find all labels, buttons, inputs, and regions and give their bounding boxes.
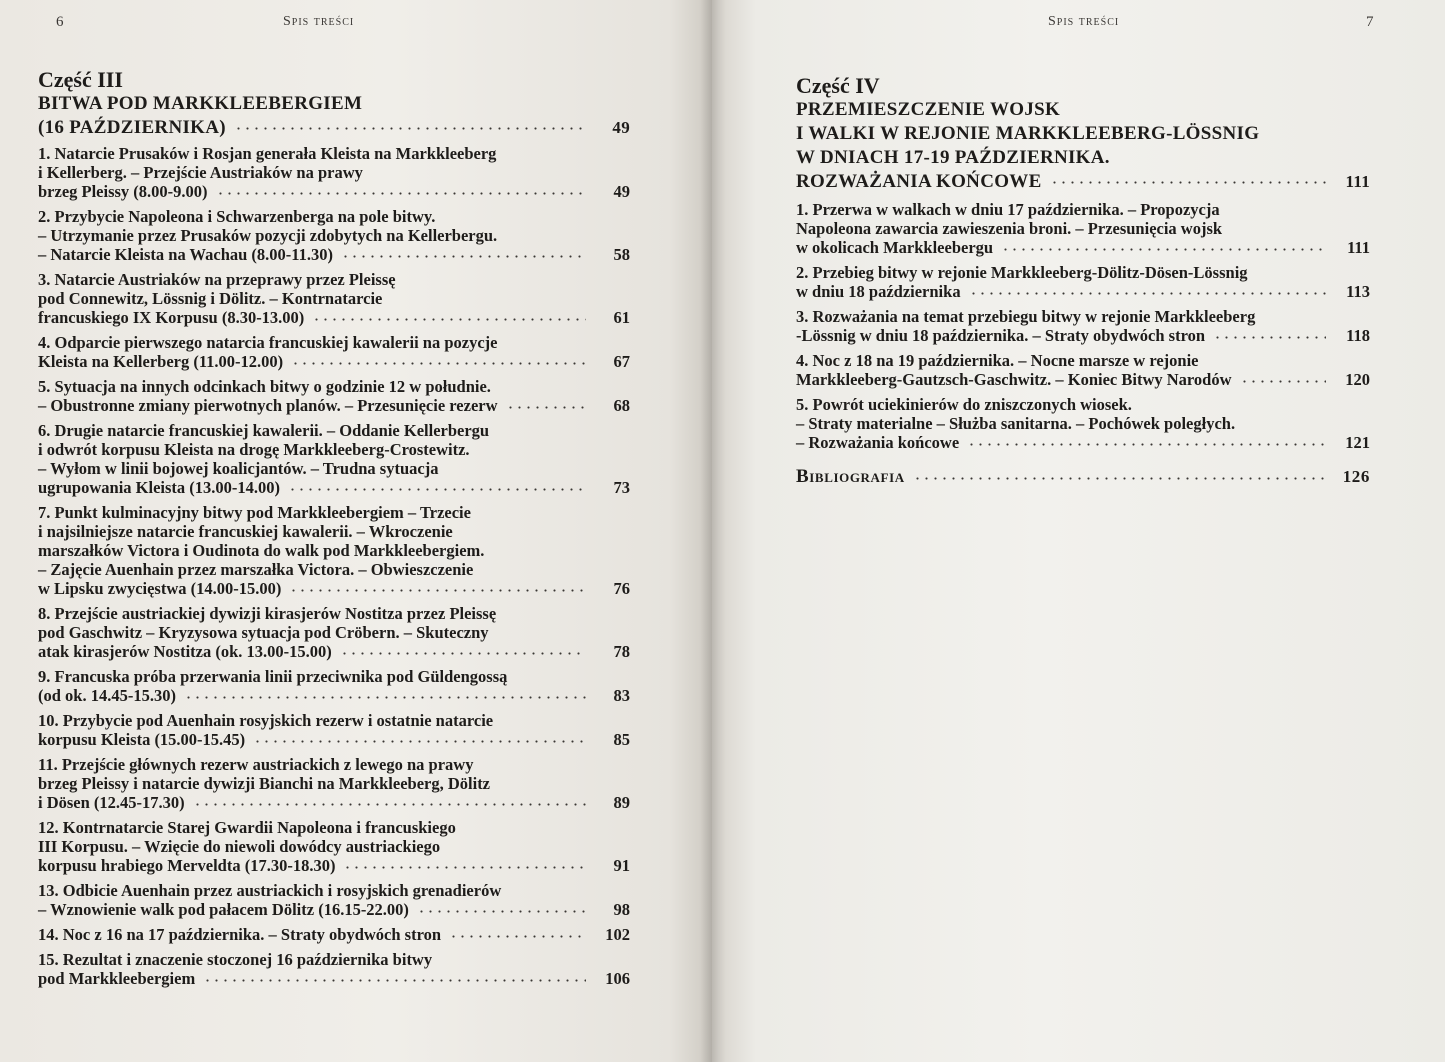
entry-line: Kleista na Kellerberg (11.00-12.00) [38, 352, 284, 371]
page-number-right: 7 [1366, 14, 1374, 30]
entry-line: 11. Przejście głównych rezerw austriackich z lewego na prawy [38, 755, 474, 774]
toc-entry [38, 711, 630, 749]
toc-entry [38, 421, 630, 497]
dot-leader [234, 127, 586, 130]
page-ref: 120 [1345, 370, 1370, 389]
dot-leader [312, 318, 586, 321]
toc-entry [796, 200, 1370, 257]
entry-line: Napoleona zawarcia zawieszenia broni. – Przesunięcia wojsk [796, 219, 1223, 238]
page-ref: 106 [605, 969, 630, 988]
page-ref: 73 [613, 478, 630, 497]
entry-line: pod Markkleebergiem [38, 969, 196, 988]
entry-line: 5. Sytuacja na innych odcinkach bitwy o godzinie 12 w południe. [38, 377, 491, 396]
page-ref: 76 [613, 579, 630, 598]
page-ref: 85 [613, 730, 630, 749]
toc-right [796, 74, 1370, 488]
page-ref: 68 [613, 396, 630, 415]
entry-line: 1. Natarcie Prusaków i Rosjan generała Kleista na Markkleeberg [38, 144, 497, 163]
entry-line: Markkleeberg-Gautzsch-Gaschwitz. – Koniec Bitwy Narodów [796, 370, 1232, 389]
entry-line: 10. Przybycie pod Auenhain rosyjskich rezerw i ostatnie natarcie [38, 711, 494, 730]
page-ref: 118 [1346, 326, 1370, 345]
page-ref: 102 [605, 925, 630, 944]
entry-line: 3. Rozważania na temat przebiegu bitwy w rejonie Markkleeberg [796, 307, 1256, 326]
entry-line: – Wyłom w linii bojowej koalicjantów. – Trudna sytuacja [38, 459, 439, 478]
page-ref: 98 [613, 900, 630, 919]
entry-line: i Dösen (12.45-17.30) [38, 793, 185, 812]
part-title [38, 92, 630, 140]
entry-line: – Wznowienie walk pod pałacem Dölitz (16.15-22.00) [38, 900, 409, 919]
dot-leader [1240, 380, 1326, 383]
dot-leader [340, 652, 586, 655]
toc-entry [38, 881, 630, 919]
dot-leader [1001, 248, 1326, 251]
dot-leader [1213, 336, 1326, 339]
entry-line: 15. Rezultat i znaczenie stoczonej 16 października bitwy [38, 950, 433, 969]
entry-line: w okolicach Markkleebergu [796, 238, 994, 257]
part-label: Część III [38, 67, 123, 92]
page-ref: 89 [613, 793, 630, 812]
entry-line: brzeg Pleissy (8.00-9.00) [38, 182, 208, 201]
entry-line: -Lössnig w dniu 18 października. – Straty obydwóch stron [796, 326, 1206, 345]
entry-line: – Utrzymanie przez Prusaków pozycji zdobytych na Kellerbergu. [38, 226, 498, 245]
toc-entry [38, 377, 630, 415]
bibliography-label: Bibliografia [796, 466, 905, 487]
entry-line: (od ok. 14.45-15.30) [38, 686, 176, 705]
entry-line: 12. Kontrnatarcie Starej Gwardii Napoleona i francuskiego [38, 818, 456, 837]
toc-entry [796, 351, 1370, 389]
page-ref: 91 [613, 856, 630, 875]
toc-left [38, 68, 630, 994]
dot-leader [288, 488, 586, 491]
dot-leader [291, 362, 586, 365]
part-title-line: ROZWAŻANIA KOŃCOWE [796, 171, 1042, 192]
left-page [0, 0, 712, 1062]
page-ref: 58 [613, 245, 630, 264]
toc-entry [38, 667, 630, 705]
entry-line: w Lipsku zwycięstwa (14.00-15.00) [38, 579, 282, 598]
page-number-left: 6 [56, 14, 64, 30]
part-title-line: BITWA POD MARKKLEEBERGIEM [38, 93, 363, 114]
entry-line: korpusu Kleista (15.00-15.45) [38, 730, 246, 749]
entry-line: i odwrót korpusu Kleista na drogę Markkleeberg-Crostewitz. [38, 440, 470, 459]
dot-leader [216, 192, 586, 195]
toc-entry [38, 503, 630, 598]
page-ref: 121 [1345, 433, 1370, 452]
entry-line: i najsilniejsze natarcie francuskiej kawalerii. – Wkroczenie [38, 522, 453, 541]
dot-leader [449, 935, 586, 938]
entry-line: marszałków Victora i Oudinota do walk pod Markkleebergiem. [38, 541, 485, 560]
toc-entry [38, 604, 630, 661]
entry-line: 2. Przybycie Napoleona i Schwarzenberga na pole bitwy. [38, 207, 436, 226]
toc-entry [38, 755, 630, 812]
entry-line: 8. Przejście austriackiej dywizji kirasjerów Nostitza przez Pleissę [38, 604, 497, 623]
entry-line: brzeg Pleissy i natarcie dywizji Bianchi na Markkleeberg, Dölitz [38, 774, 491, 793]
page-ref: 49 [612, 118, 630, 137]
entry-line: 13. Odbicie Auenhain przez austriackich i rosyjskich grenadierów [38, 881, 502, 900]
dot-leader [203, 979, 586, 982]
entry-line: 14. Noc z 16 na 17 października. – Straty obydwóch stron [38, 925, 442, 944]
entry-line: 2. Przebieg bitwy w rejonie Markkleeberg-Dölitz-Dösen-Lössnig [796, 263, 1248, 282]
page-ref: 111 [1347, 238, 1370, 257]
toc-entry [796, 307, 1370, 345]
entry-line: 6. Drugie natarcie francuskiej kawalerii. – Oddanie Kellerbergu [38, 421, 490, 440]
toc-entry [38, 333, 630, 371]
toc-entry [38, 925, 630, 944]
page-ref: 113 [1346, 282, 1370, 301]
entry-line: francuskiego IX Korpusu (8.30-13.00) [38, 308, 305, 327]
entry-line: III Korpusu. – Wzięcie do niewoli dowódcy austriackiego [38, 837, 441, 856]
entry-line: – Zajęcie Auenhain przez marszałka Victora. – Obwieszczenie [38, 560, 474, 579]
entry-line: i Kellerberg. – Przejście Austriaków na prawy [38, 163, 363, 182]
toc-entries-right [796, 200, 1370, 452]
part-title [796, 98, 1370, 194]
page-ref: 67 [613, 352, 630, 371]
dot-leader [1050, 181, 1326, 184]
entry-line: atak kirasjerów Nostitza (ok. 13.00-15.00) [38, 642, 332, 661]
page-ref: 83 [613, 686, 630, 705]
page-ref: 78 [613, 642, 630, 661]
dot-leader [289, 589, 586, 592]
entry-line: – Rozważania końcowe [796, 433, 960, 452]
dot-leader [184, 696, 586, 699]
page-ref: 111 [1345, 172, 1370, 191]
dot-leader [417, 910, 586, 913]
entry-line: ugrupowania Kleista (13.00-14.00) [38, 478, 281, 497]
toc-entry [38, 144, 630, 201]
dot-leader [253, 740, 586, 743]
entry-line: pod Gaschwitz – Kryzysowa sytuacja pod Cröbern. – Skuteczny [38, 623, 489, 642]
page-ref: 126 [1342, 467, 1370, 486]
toc-entry [796, 263, 1370, 301]
part-title-line: W DNIACH 17-19 PAŹDZIERNIKA. [796, 147, 1110, 168]
right-page [712, 0, 1445, 1062]
page-ref: 49 [613, 182, 630, 201]
entry-line: – Natarcie Kleista na Wachau (8.00-11.30) [38, 245, 334, 264]
dot-leader [343, 866, 586, 869]
toc-entry [796, 395, 1370, 452]
part-title-line: (16 PAŹDZIERNIKA) [38, 117, 226, 138]
entry-line: – Straty materialne – Służba sanitarna. – Pochówek poległych. [796, 414, 1236, 433]
running-head-right: Spis treści [1048, 14, 1120, 29]
entry-line: 4. Odparcie pierwszego natarcia francuskiej kawalerii na pozycje [38, 333, 498, 352]
dot-leader [967, 443, 1326, 446]
entry-line: 1. Przerwa w walkach w dniu 17 października. – Propozycja [796, 200, 1220, 219]
entry-line: 7. Punkt kulminacyjny bitwy pod Markkleebergiem – Trzecie [38, 503, 471, 522]
entry-line: w dniu 18 października [796, 282, 961, 301]
entry-line: korpusu hrabiego Merveldta (17.30-18.30) [38, 856, 336, 875]
bibliography-entry [796, 466, 1370, 488]
entry-line: pod Connewitz, Lössnig i Dölitz. – Kontrnatarcie [38, 289, 383, 308]
toc-entry [38, 207, 630, 264]
part-title-line: PRZEMIESZCZENIE WOJSK [796, 99, 1061, 120]
dot-leader [193, 803, 586, 806]
part-label: Część IV [796, 73, 880, 98]
entry-line: 3. Natarcie Austriaków na przeprawy przez Pleissę [38, 270, 396, 289]
page-ref: 61 [613, 308, 630, 327]
toc-entry [38, 818, 630, 875]
dot-leader [913, 477, 1326, 480]
dot-leader [341, 255, 586, 258]
entry-line: – Obustronne zmiany pierwotnych planów. – Przesunięcie rezerw [38, 396, 498, 415]
part-title-line: I WALKI W REJONIE MARKKLEEBERG-LÖSSNIG [796, 123, 1260, 144]
toc-entries-left [38, 144, 630, 988]
entry-line: 9. Francuska próba przerwania linii przeciwnika pod Güldengossą [38, 667, 508, 686]
dot-leader [506, 406, 586, 409]
running-head-left: Spis treści [283, 14, 355, 29]
entry-line: 4. Noc z 18 na 19 października. – Nocne marsze w rejonie [796, 351, 1199, 370]
toc-entry [38, 950, 630, 988]
toc-entry [38, 270, 630, 327]
dot-leader [969, 292, 1326, 295]
entry-line: 5. Powrót uciekinierów do zniszczonych wiosek. [796, 395, 1132, 414]
